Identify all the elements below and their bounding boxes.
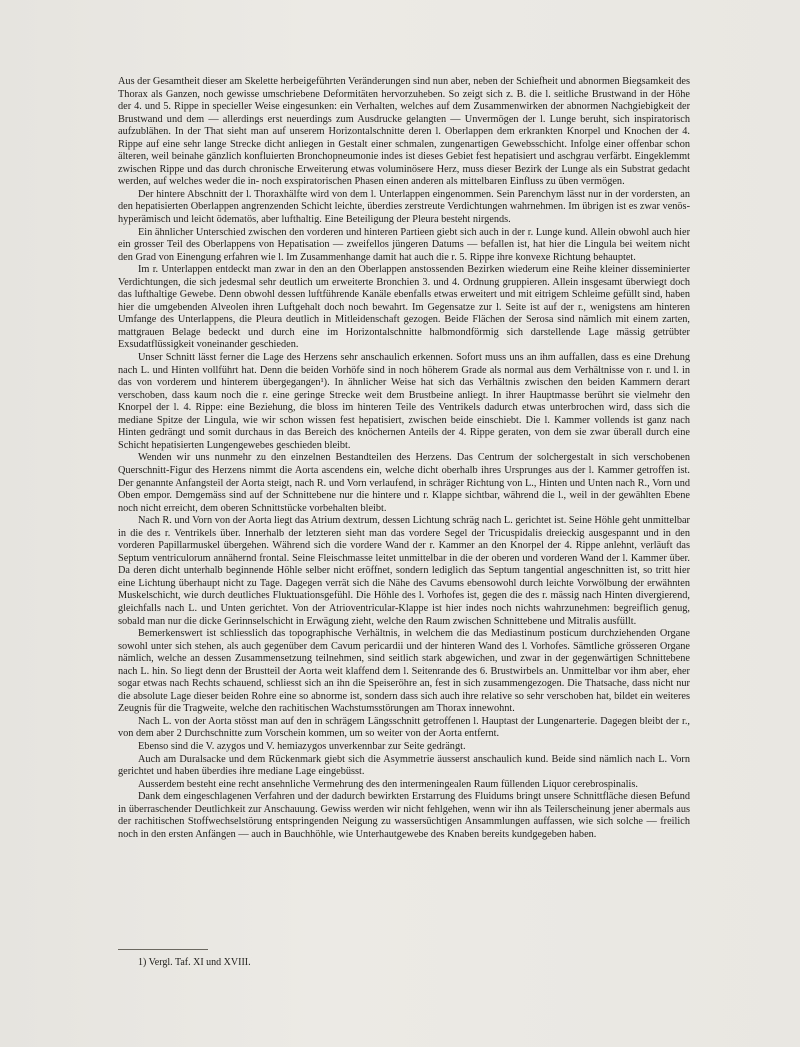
paragraph: Im r. Unterlappen entdeckt man zwar in den an den Oberlappen anstossenden Bezirken wiederum eine Reihe kleiner disseminierter Verdichtungen, die sich jedesmal sehr deutlich um erweiterte Bronchien 3. und 4. Ordnung gruppieren. Allein insgesamt überwiegt doch das lufthaltige Gewebe. Denn obwohl dessen luftführende Kanäle ebenfalls etwas erweitert und mit eitrigem Schleime gefüllt sind, haben hier die umgebenden Alveolen ihren Luftgehalt doch noch bewahrt. Im Gegensatze zur l. Seite ist auf der r., wenigstens am hinteren Umfange des Unterlappens, die Pleura deutlich in Mitleidenschaft gezogen. Beide Flächen der Serosa sind nämlich mit einem zarten, mattgrauen Belage bedeckt und durch eine im Horizontalschnitte halbmondförmig sich darstellende Lage mässig getrübter Exsudatflüssigkeit voneinander geschieden. <box>118 264 690 351</box>
paragraph: Bemerkenswert ist schliesslich das topographische Verhältnis, in welchem die das Mediastinum posticum durchziehenden Organe sowohl unter sich stehen, als auch gegenüber dem Cavum pericardii und der hinteren Wand des l. Vorhofes. Sämtliche grösseren Organe nämlich, welche an dessen Zusammensetzung teilnehmen, sind seitlich stark abgewichen, und zwar in der gegenwärtigen Schnittebene nach L. hin. So liegt denn der Brustteil der Aorta weit klaffend dem l. Seitenrande des 6. Brustwirbels an. Unmittelbar vor ihm aber, eher sogar etwas nach Rechts schauend, schliesst sich an ihn die Speiseröhre an, fest in sich zusammengezogen. Die Thatsache, dass nicht nur die absolute Lage dieser beiden Rohre eine so abnorme ist, sondern dass sich auch ihre relative so sehr verschoben hat, bildet ein weiteres Zeugnis für die Tragweite, welche den rachitischen Wachstumsstörungen am Thorax innewohnt. <box>118 628 690 715</box>
paragraph: Ebenso sind die V. azygos und V. hemiazygos unverkennbar zur Seite gedrängt. <box>138 740 466 752</box>
footnote: 1) Vergl. Taf. XI und XVIII. <box>138 957 251 968</box>
paragraph: Nach R. und Vorn von der Aorta liegt das Atrium dextrum, dessen Lichtung schräg nach L. gerichtet ist. Seine Höhle geht unmittelbar in die des r. Ventrikels über. Innerhalb der letzteren sieht man das vordere Segel der Tricuspidalis dreieckig ausgespannt und in den vorderen Papillarmuskel übergehen. Während sich die vordere Wand der r. Kammer an den Knorpel der 4. Rippe anlehnt, verläuft das Septum ventriculorum annähernd frontal. Seine Fleischmasse leitet unmittelbar in die der oberen und vorderen Wand der l. Kammer über. Da deren dicht unterhalb beginnende Höhle selber nicht eröffnet, sondern lediglich das Septum tangential angeschnitten ist, so tritt hier eine Lichtung überhaupt nicht zu Tage. Dagegen verrät sich die Nähe des Cavums ebensowohl durch leichte Vorwölbung der erwähnten Muskelschicht, wie durch deutliches Fluktuationsgefühl. Die Höhle des l. Vorhofes ist, gegen die des r. mässig nach Hinten divergierend, gleichfalls nach L. und Unten gerichtet. Von der Atrioventricular-Klappe ist hier indes noch nichts wahrzunehmen: begreiflich genug, sobald man nur die dicke Gerinnselschicht in Erwägung zieht, welche den Raum zwischen Schnittebene und Mitralis ausfüllt. <box>118 515 690 627</box>
paragraph: Aus der Gesamtheit dieser am Skelette herbeigeführten Veränderungen sind nun aber, neben der Schiefheit und abnormen Biegsamkeit des Thorax als Ganzen, noch gewisse umschriebene Deformitäten hervorzuheben. So zeigt sich z. B. die l. seitliche Brustwand in der Höhe der 4. und 5. Rippe in specieller Weise eingesunken: ein Verhalten, welches auf dem Zusammenwirken der abnormen Nachgiebigkeit der Brustwand und dem — allerdings erst neuerdings zum Ausdrucke gelangten — Unvermögen der l. Lunge beruht, sich inspiratorisch aufzublähen. In der That sieht man auf unserem Horizontalschnitte deren l. Oberlappen dem erkrankten Knorpel und Knochen der 4. Rippe auf eine sehr lange Strecke dicht anliegen in Gestalt einer schmalen, zungenartigen Gewebsschicht. Infolge einer offenbar schon älteren, weil beinahe gänzlich konfluierten Bronchopneumonie indes ist dieses Gebiet fest hepatisiert und aschgrau verfärbt. Eingeklemmt zwischen Rippe und das durch chronische Erweiterung etwas voluminösere Herz, muss dieser Bezirk der Lunge als ein Substrat gedacht werden, auf welches weder die in- noch exspiratorischen Phasen einen anderen als mittelbaren Einfluss zu üben vermögen. <box>118 76 690 188</box>
paragraph: Ein ähnlicher Unterschied zwischen den vorderen und hinteren Partieen giebt sich auch in der r. Lunge kund. Allein obwohl auch hier ein grosser Teil des Oberlappens von Hepatisation — zweifellos jüngeren Datums — befallen ist, hat hier die Lingula bei weitem nicht den Grad von Einengung erfahren wie l. Im Zusammenhange damit hat auch die r. 5. Rippe ihre konvexe Richtung behauptet. <box>118 226 690 263</box>
paragraph: Nach L. von der Aorta stösst man auf den in schrägem Längsschnitt getroffenen l. Hauptast der Lungenarterie. Dagegen bleibt der r., von dem aber 2 Durchschnitte zum Vorschein kommen, um so weiter von der Aorta entfernt. <box>118 715 690 740</box>
body-text <box>118 76 690 841</box>
paragraph: Auch am Duralsacke und dem Rückenmark giebt sich die Asymmetrie äusserst anschaulich kund. Beide sind nämlich nach L. Vorn gerichtet und haben überdies ihre mediane Lage eingebüsst. <box>118 753 690 778</box>
paragraph: Ausserdem besteht eine recht ansehnliche Vermehrung des den intermeningealen Raum füllenden Liquor cerebrospinalis. <box>138 778 638 790</box>
paragraph: Wenden wir uns nunmehr zu den einzelnen Bestandteilen des Herzens. Das Centrum der solchergestalt in sich verschobenen Querschnitt-Figur des Herzens nimmt die Aorta ascendens ein, welche dicht oberhalb ihres Ursprunges aus der l. Kammer getroffen ist. Der genannte Anfangsteil der Aorta steigt, nach R. und Vorn verlaufend, in schräger Richtung von L., Hinten und Unten nach R., Vorn und Oben empor. Demgemäss sind auf der Schnittebene nur die hintere und r. Klappe sichtbar, während die l., weil in der gewählten Ebene noch nicht erreicht, dem oberen Schnittstücke vorbehalten bleibt. <box>118 452 690 514</box>
paragraph: Der hintere Abschnitt der l. Thoraxhälfte wird von dem l. Unterlappen eingenommen. Sein Parenchym lässt nur in der vordersten, an den hepatisierten Oberlappen angrenzenden Schicht leichte, überdies zerstreute Verdichtungen wahrnehmen. Im übrigen ist es zwar venös-hyperämisch und leicht ödematös, aber lufthaltig. Eine Beteiligung der Pleura besteht nirgends. <box>118 188 690 226</box>
paragraph: Dank dem eingeschlagenen Verfahren und der dadurch bewirkten Erstarrung des Fluidums bringt unsere Schnittfläche diesen Befund in überraschender Deutlichkeit zur Anschauung. Gewiss werden wir nicht fehlgehen, wenn wir ihn als Teilerscheinung jener abermals aus der rachitischen Stoffwechselstörung entspringenden Neigung zu wassersüchtigen Ansammlungen auffassen, wie sich solche — freilich noch in den ersten Anfängen — auch in Bauchhöhle, wie Unterhautgewebe des Knaben bereits kundgegeben haben. <box>118 791 690 840</box>
footnote-divider <box>118 949 208 950</box>
paragraph: Unser Schnitt lässt ferner die Lage des Herzens sehr anschaulich erkennen. Sofort muss uns an ihm auffallen, dass es eine Drehung nach L. und Hinten vollführt hat. Denn die beiden Vorhöfe sind in noch höherem Grade als normal aus dem Verhältnisse von r. und l. in das von vorderem und hinterem übergegangen¹). In ähnlicher Weise hat sich das Verhältnis zwischen den beiden Kammern derart verschoben, dass kaum noch die r. eine geringe Strecke weit dem Brustbeine anliegt. In ihrer Hauptmasse berührt sie vielmehr den Knorpel der l. 4. Rippe: eine Beziehung, die bloss im hinteren Teile des Ventrikels dadurch etwas unterbrochen wird, dass sich die mediane Spitze der Lingula, wie wir schon wissen fest hepatisiert, zwischen beide einschiebt. Die l. Kammer vollends ist ganz nach Hinten gedrängt und somit durchaus in das Bereich des knöchernen Anteils der 4. Rippe geraten, von dem sie zwar überall durch eine Schicht hepatisierten Lungengewebes geschieden bleibt. <box>118 352 690 451</box>
